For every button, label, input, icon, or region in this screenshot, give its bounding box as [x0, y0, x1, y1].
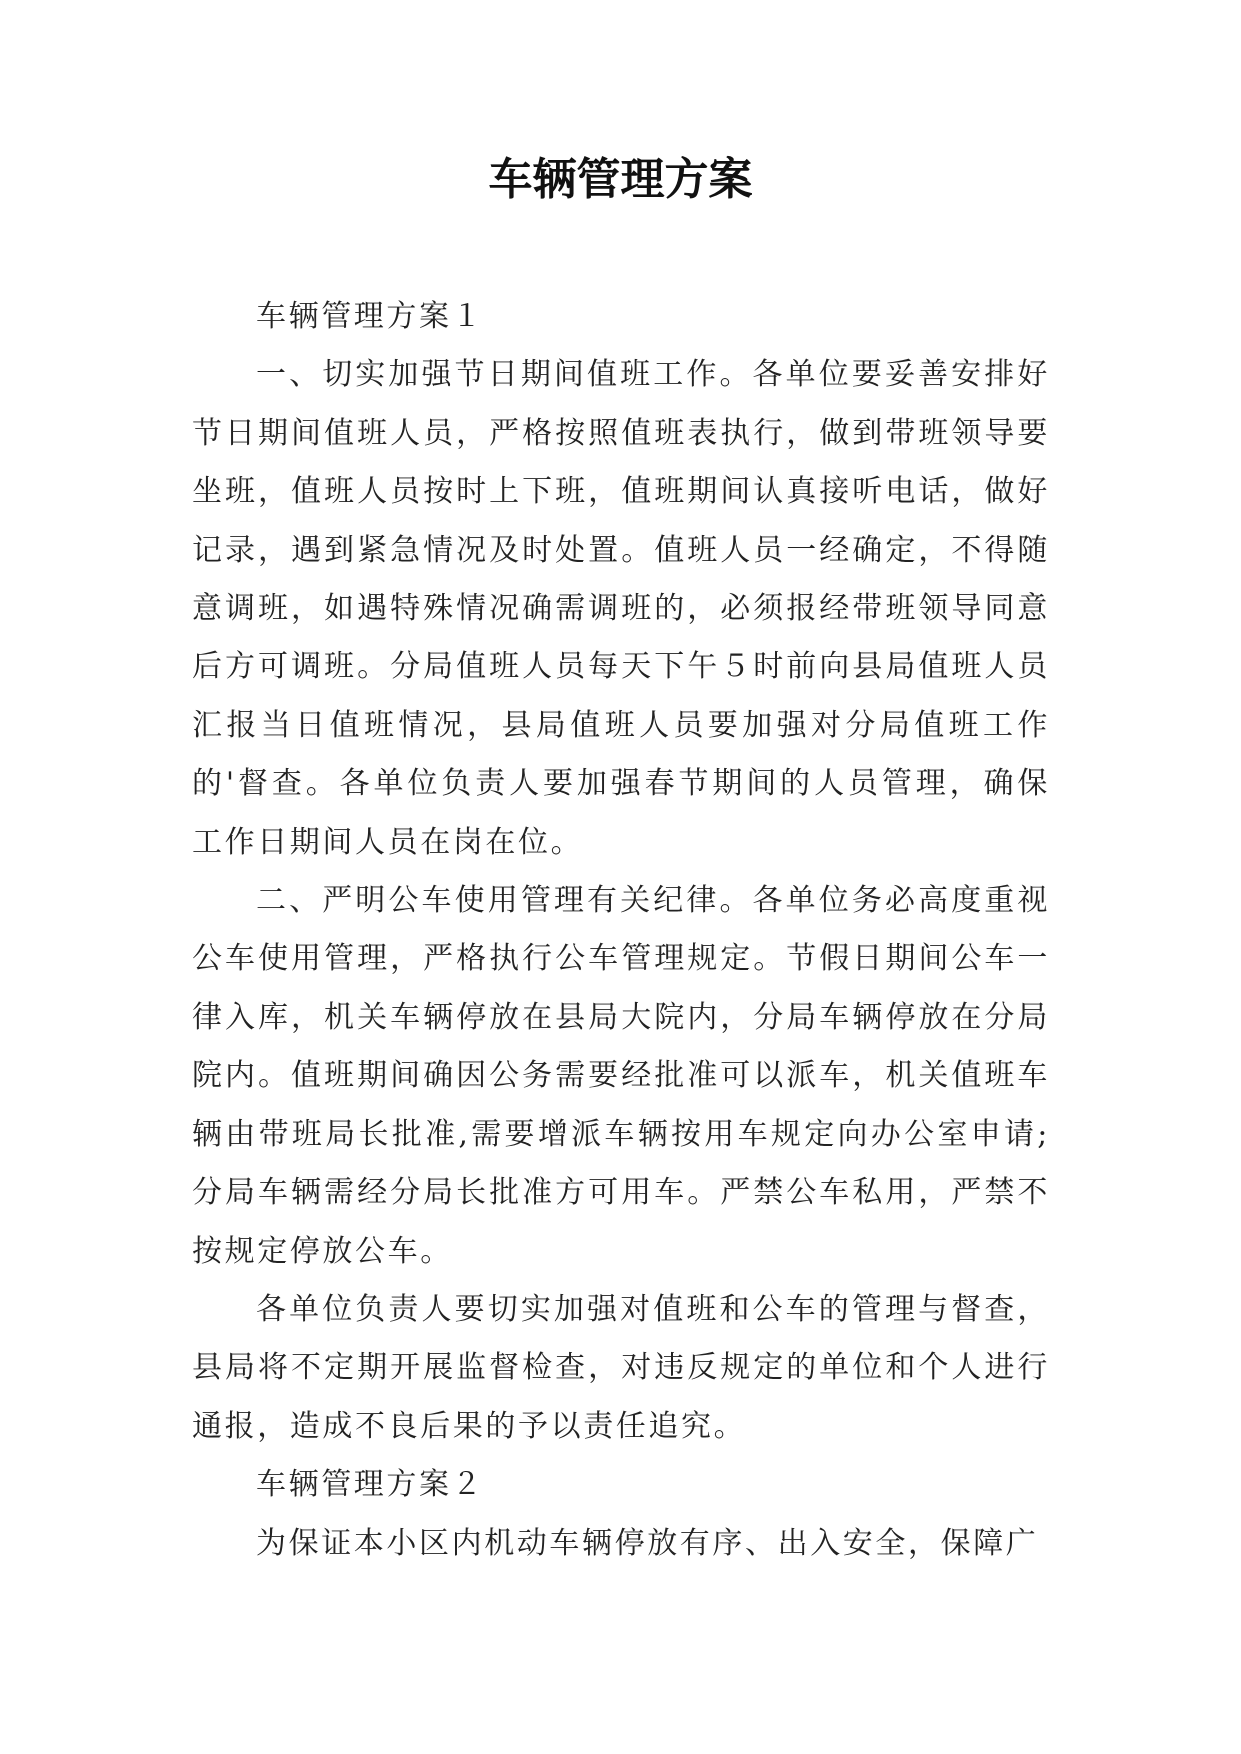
- paragraph-supervision: 各单位负责人要切实加强对值班和公车的管理与督查，县局将不定期开展监督检查，对违反规定的单位和个人进行通报，造成不良后果的予以责任追究。: [192, 1291, 1050, 1444]
- section-heading-1: 车辆管理方案１: [256, 299, 485, 334]
- section-heading-2: 车辆管理方案２: [256, 1467, 485, 1503]
- paragraph-vehicle-discipline: 二、严明公车使用管理有关纪律。各单位务必高度重视公车使用管理，严格执行公车管理规定。节假日期间公车一律入库，机关车辆停放在县局大院内，分局车辆停放在分局院内。值班期间确因公务需要经批准可以派车，机关值班车辆由带班局长批准,需要增派车辆按用车规定向办公室申请;分局车辆需经分局长批准方可用车。严禁公车私用，严禁不按规定停放公车。: [192, 883, 1050, 1269]
- paragraph-duty-work: 一、切实加强节日期间值班工作。各单位要妥善安排好节日期间值班人员，严格按照值班表执行，做到带班领导要坐班，值班人员按时上下班，值班期间认真接听电话，做好记录，遇到紧急情况及时处置。值班人员一经确定，不得随意调班，如遇特殊情况确需调班的，必须报经带班领导同意后方可调班。分局值班人员每天下午５时前向县局值班人员汇报当日值班情况，县局值班人员要加强对分局值班工作的'督查。各单位负责人要加强春节期间的人员管理，确保工作日期间人员在岗在位。: [192, 357, 1050, 860]
- paragraph-community-parking: 为保证本小区内机动车辆停放有序、出入安全，保障广: [256, 1525, 1039, 1561]
- document-title: 车辆管理方案: [488, 154, 753, 205]
- document-body: [192, 288, 1050, 1573]
